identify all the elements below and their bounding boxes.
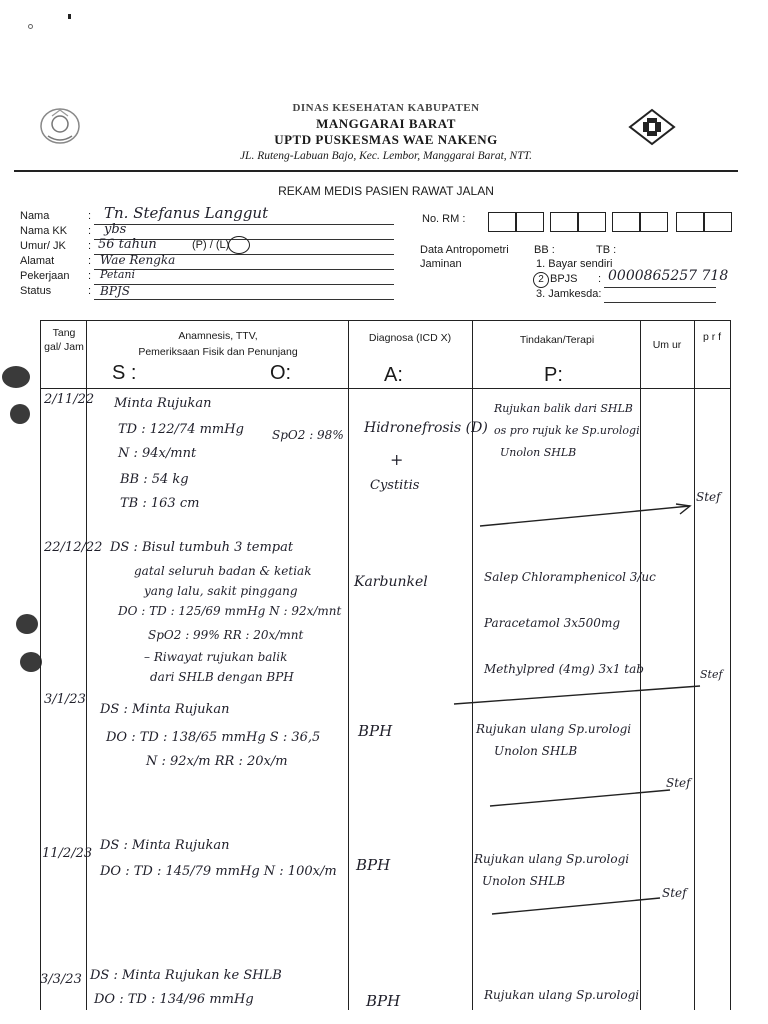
entry-objective: TD : 122/74 mmHg: [118, 422, 244, 437]
jaminan-option-2-circle: 2: [533, 272, 549, 288]
rm-box: [704, 212, 732, 232]
jaminan-option-3: 3. Jamkesda:: [536, 288, 602, 300]
puskesmas-logo: [628, 108, 676, 146]
entry-plan: Rujukan ulang Sp.urologi: [484, 988, 640, 1002]
header-line-2: MANGGARAI BARAT: [316, 116, 456, 131]
binder-hole: [20, 652, 42, 672]
entry-signature: Stef: [696, 490, 721, 504]
bpjs-number: 0000865257 718: [608, 268, 729, 284]
colon: :: [88, 255, 92, 267]
entry-date: 3/1/23: [44, 692, 86, 707]
tb-label: TB :: [596, 244, 617, 256]
entry-objective: DO : TD : 125/69 mmHg N : 92x/mnt: [118, 604, 342, 618]
entry-plan: os pro rujuk ke Sp.urologi: [494, 424, 640, 437]
entry-plan: Salep Chloramphenicol 3/uc: [484, 570, 656, 584]
label-pekerjaan: Pekerjaan: [20, 270, 70, 282]
stray-mark: [28, 24, 33, 29]
entry-assessment: BPH: [366, 992, 401, 1010]
rm-box: [488, 212, 516, 232]
col-divider: [86, 320, 87, 1010]
rm-box: [612, 212, 640, 232]
entry-subjective: gatal seluruh badan & ketiak: [134, 564, 312, 578]
entry-signature: Stef: [700, 668, 723, 681]
entry-objective: DO : TD : 145/79 mmHg N : 100x/m: [100, 864, 337, 879]
entry-plan: Rujukan balik dari SHLB: [494, 402, 633, 415]
colon: :: [88, 225, 92, 237]
entry-objective: TB : 163 cm: [120, 496, 200, 511]
rm-box: [640, 212, 668, 232]
th-anamnesis: Anamnesis, TTV,: [178, 330, 258, 342]
th-tindakan: Tindakan/Terapi: [519, 334, 595, 346]
label-nama: Nama: [20, 210, 50, 222]
table-top: [40, 320, 730, 321]
th-p: P:: [544, 364, 563, 386]
underline: [94, 269, 394, 270]
th-diagnosa: Diagnosa (ICD X): [368, 332, 452, 344]
entry-plan: Unolon SHLB: [494, 744, 578, 758]
underline: [604, 287, 716, 288]
entry-plan: Unolon SHLB: [482, 874, 566, 888]
entry-arrow: [486, 780, 676, 810]
underline: [94, 284, 394, 285]
colon: :: [88, 240, 92, 252]
th-a: A:: [384, 364, 403, 386]
entry-subjective: DS : Minta Rujukan ke SHLB: [90, 968, 282, 983]
th-tanggal: Tang gal/ Jam: [44, 327, 84, 353]
patient-name: Tn. Stefanus Langgut: [104, 204, 269, 222]
entry-assessment: BPH: [356, 856, 391, 874]
th-s: S :: [112, 362, 137, 384]
patient-kk: ybs: [104, 222, 127, 237]
entry-subjective: DS : Minta Rujukan: [100, 702, 230, 717]
entry-assessment: +: [390, 450, 404, 469]
underline: [94, 299, 394, 300]
th-o: O:: [270, 362, 292, 384]
col-divider: [348, 320, 349, 1010]
colon: :: [88, 285, 92, 297]
th-pemeriksaan: Pemeriksaan Fisik dan Penunjang: [138, 346, 298, 358]
entry-plan: Paracetamol 3x500mg: [484, 616, 621, 630]
entry-date: 22/12/22: [44, 540, 103, 555]
jaminan-option-1: 1. Bayar sendiri: [536, 258, 613, 270]
regency-seal-logo: [38, 106, 82, 146]
header-address: JL. Ruteng-Labuan Bajo, Kec. Lembor, Manggarai Barat, NTT.: [239, 150, 533, 162]
entry-date: 2/11/22: [44, 392, 95, 407]
entry-plan: Rujukan ulang Sp.urologi: [474, 852, 630, 866]
patient-age: 56 tahun: [98, 237, 157, 252]
rm-box: [676, 212, 704, 232]
patient-occupation: Petani: [100, 268, 135, 281]
entry-objective: N : 92x/m RR : 20x/m: [146, 754, 288, 769]
binder-hole: [2, 366, 30, 388]
rm-box: [578, 212, 606, 232]
patient-address: Wae Rengka: [100, 253, 176, 267]
entry-objective: DO : TD : 134/96 mmHg: [94, 992, 254, 1007]
jaminan-label: Jaminan: [420, 258, 462, 270]
entry-objective: dari SHLB dengan BPH: [150, 670, 294, 684]
entry-date: 3/3/23: [40, 972, 82, 987]
entry-objective: BB : 54 kg: [120, 472, 189, 487]
no-rm-label: No. RM :: [422, 213, 466, 225]
rm-box: [516, 212, 544, 232]
underline: [604, 302, 716, 303]
entry-objective: N : 94x/mnt: [118, 446, 197, 461]
entry-plan: Methylpred (4mg) 3x1 tab: [484, 662, 644, 676]
rm-box: [550, 212, 578, 232]
header-divider: [14, 170, 738, 172]
entry-assessment: Hidronefrosis (D): [364, 420, 488, 436]
colon: :: [88, 210, 92, 222]
entry-objective: DO : TD : 138/65 mmHg S : 36,5: [106, 730, 321, 745]
stray-mark: [68, 14, 71, 19]
colon: :: [88, 270, 92, 282]
th-umur: Um ur: [652, 339, 682, 351]
entry-plan: Unolon SHLB: [500, 446, 577, 459]
entry-assessment: Karbunkel: [354, 574, 428, 590]
entry-objective: SpO2 : 99% RR : 20x/mnt: [148, 628, 304, 642]
th-prf: p r f: [702, 331, 722, 343]
patient-status: BPJS: [100, 284, 130, 298]
entry-objective: SpO2 : 98%: [272, 428, 344, 442]
entry-objective: – Riwayat rujukan balik: [144, 650, 288, 664]
label-umur-jk: Umur/ JK: [20, 240, 66, 252]
entry-assessment: BPH: [358, 722, 393, 740]
bb-label: BB :: [534, 244, 555, 256]
label-nama-kk: Nama KK: [20, 225, 68, 237]
header-line-1: DINAS KESEHATAN KABUPATEN: [292, 102, 480, 114]
colon: :: [598, 273, 602, 285]
jaminan-option-2: BPJS: [550, 273, 578, 285]
table-head-bottom: [40, 388, 730, 389]
sex-circle-mark: [228, 236, 250, 254]
entry-signature: Stef: [666, 776, 691, 790]
col-divider: [730, 320, 731, 1010]
binder-hole: [16, 614, 38, 634]
entry-plan: Rujukan ulang Sp.urologi: [476, 722, 632, 736]
header-line-3: UPTD PUSKESMAS WAE NAKENG: [274, 132, 498, 147]
label-status: Status: [20, 285, 52, 297]
entry-signature: Stef: [662, 886, 687, 900]
col-divider: [40, 320, 41, 1010]
form-title: REKAM MEDIS PASIEN RAWAT JALAN: [278, 184, 494, 198]
binder-hole: [10, 404, 30, 424]
entry-subjective: DS : Bisul tumbuh 3 tempat: [110, 540, 294, 555]
col-divider: [694, 320, 695, 1010]
label-alamat: Alamat: [20, 255, 55, 267]
patient-sex: (P) / (L): [192, 239, 230, 251]
entry-assessment: Cystitis: [370, 478, 420, 493]
entry-subjective: Minta Rujukan: [114, 396, 212, 411]
entry-subjective: DS : Minta Rujukan: [100, 838, 230, 853]
entry-subjective: yang lalu, sakit pinggang: [144, 584, 298, 598]
antropometri-label: Data Antropometri: [420, 244, 509, 256]
underline: [94, 224, 394, 225]
entry-arrow: [488, 890, 668, 920]
entry-arrow: [476, 500, 696, 530]
entry-arrow: [450, 680, 710, 710]
entry-date: 11/2/23: [42, 846, 93, 861]
